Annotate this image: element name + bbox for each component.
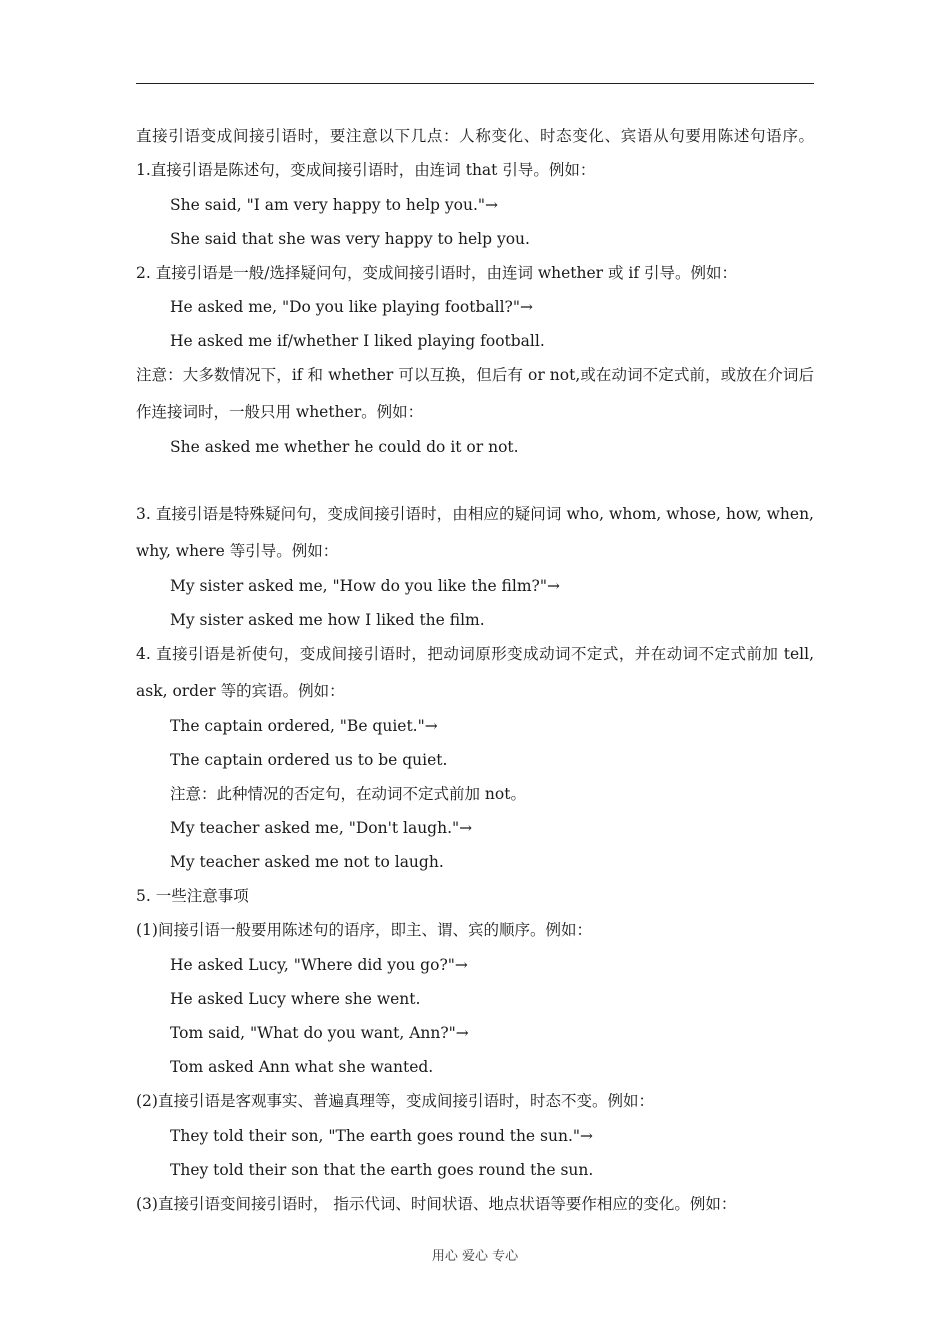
example-indirect: Tom asked Ann what she wanted. xyxy=(170,1058,434,1076)
note-line: 注意：此种情况的否定句，在动词不定式前加 not。 xyxy=(170,785,526,803)
example-indirect: She said that she was very happy to help you. xyxy=(170,230,530,248)
section-5-heading: 5. 一些注意事项 xyxy=(136,887,249,905)
example-indirect: He asked me if/whether I liked playing football. xyxy=(170,332,545,350)
point-1-heading: (1)间接引语一般要用陈述句的语序，即主、谓、宾的顺序。例如： xyxy=(136,921,592,939)
example-indirect: She asked me whether he could do it or not. xyxy=(170,438,519,456)
example-indirect: He asked Lucy where she went. xyxy=(170,990,421,1008)
example-direct: He asked Lucy, "Where did you go?"→ xyxy=(170,956,468,974)
intro-paragraph: 直接引语变成间接引语时，要注意以下几点：人称变化、时态变化、宾语从句要用陈述句语序。 xyxy=(136,127,814,145)
example-indirect: The captain ordered us to be quiet. xyxy=(170,751,448,769)
example-indirect: My teacher asked me not to laugh. xyxy=(170,853,444,871)
point-2-heading: (2)直接引语是客观事实、普遍真理等，变成间接引语时，时态不变。例如： xyxy=(136,1092,654,1110)
example-indirect: They told their son that the earth goes round the sun. xyxy=(170,1161,594,1179)
example-direct: Tom said, "What do you want, Ann?"→ xyxy=(170,1024,469,1042)
example-direct: They told their son, "The earth goes round the sun."→ xyxy=(170,1127,593,1145)
rule-2-heading: 2. 直接引语是一般/选择疑问句，变成间接引语时，由连词 whether 或 if 引导。例如： xyxy=(136,264,738,282)
note-line-1: 注意：大多数情况下，if 和 whether 可以互换，但后有 or not,或在动词不定式前，或放在介词后 xyxy=(136,366,814,384)
example-direct: My sister asked me, "How do you like the film?"→ xyxy=(170,577,560,595)
rule-4-continuation: ask, order 等的宾语。例如： xyxy=(136,682,345,700)
rule-4-heading: 4. 直接引语是祈使句，变成间接引语时，把动词原形变成动词不定式，并在动词不定式前加 tell, xyxy=(136,645,814,663)
example-direct: She said, "I am very happy to help you."→ xyxy=(170,196,499,214)
point-3-heading: (3)直接引语变间接引语时， 指示代词、时间状语、地点状语等要作相应的变化。例如： xyxy=(136,1195,737,1213)
header-rule xyxy=(136,83,814,84)
rule-3-heading: 3. 直接引语是特殊疑问句，变成间接引语时，由相应的疑问词 who, whom, whose, how, when, xyxy=(136,505,814,523)
rule-3-continuation: why, where 等引导。例如： xyxy=(136,542,339,560)
example-direct: The captain ordered, "Be quiet."→ xyxy=(170,717,438,735)
page-footer: 用心 爱心 专心 xyxy=(431,1249,519,1264)
example-indirect: My sister asked me how I liked the film. xyxy=(170,611,485,629)
example-direct: He asked me, "Do you like playing football?"→ xyxy=(170,298,533,316)
note-line-2: 作连接词时，一般只用 whether。例如： xyxy=(136,403,424,421)
example-direct: My teacher asked me, "Don't laugh."→ xyxy=(170,819,473,837)
rule-1-heading: 1.直接引语是陈述句，变成间接引语时，由连词 that 引导。例如： xyxy=(136,161,596,179)
